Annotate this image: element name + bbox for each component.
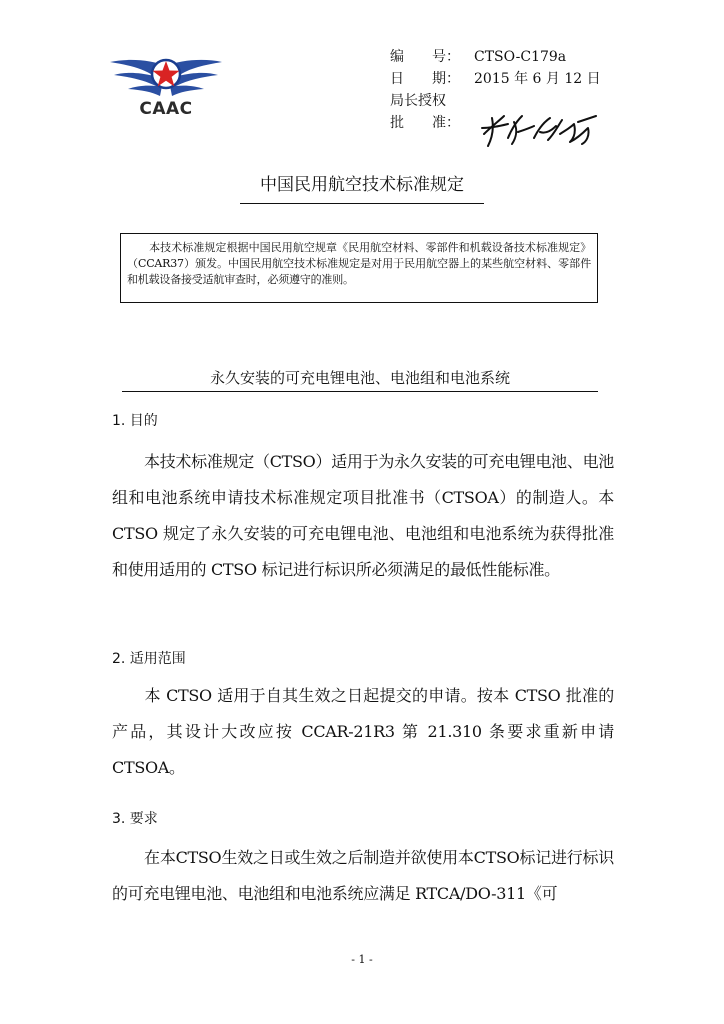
document-title: 中国民用航空技术标准规定 bbox=[260, 175, 464, 195]
logo-wordmark: CAAC bbox=[139, 99, 193, 119]
section-heading-purpose: 1. 目的 bbox=[112, 413, 158, 429]
section-body-scope bbox=[112, 678, 614, 786]
section-body-purpose bbox=[112, 444, 614, 588]
section-heading-requirements: 3. 要求 bbox=[112, 811, 158, 827]
section-text: 本技术标准规定（CTSO）适用于为永久安装的可充电锂电池、电池组和电池系统申请技术标准规定项目批准书（CTSOA）的制造人。本 CTSO 规定了永久安装的可充电锂电池、电池组和电池系统为获得批准和使用适用的 CTSO 标记进行标识所必须满足的最低性能标准。 bbox=[112, 452, 614, 579]
standard-subtitle: 永久安装的可充电锂电池、电池组和电池系统 bbox=[209, 369, 510, 387]
approval-signature bbox=[478, 108, 600, 150]
title-underline bbox=[240, 203, 484, 204]
meta-label: 编 号： bbox=[390, 49, 460, 65]
meta-label: 批 准： bbox=[390, 115, 460, 131]
section-text: 本 CTSO 适用于自其生效之日起提交的申请。按本 CTSO 批准的产品，其设计大改应按 CCAR-21R3 第 21.310 条要求重新申请 CTSOA。 bbox=[112, 686, 614, 777]
section-text: 在本CTSO生效之日或生效之后制造并欲使用本CTSO标记进行标识的可充电锂电池、电池组和电池系统应满足 RTCA/DO-311《可 bbox=[112, 848, 614, 903]
section-body-requirements bbox=[112, 840, 614, 912]
meta-row-number bbox=[390, 46, 601, 68]
section-heading-scope: 2. 适用范围 bbox=[112, 651, 186, 667]
issuance-notice: 本技术标准规定根据中国民用航空规章《民用航空材料、零部件和机载设备技术标准规定》（CCAR37）颁发。中国民用航空技术标准规定是对用于民用航空器上的某些航空材料、零部件和机载设备接受适航审查时，必须遵守的准则。 bbox=[120, 233, 598, 303]
meta-row-date bbox=[390, 68, 601, 90]
signature-icon bbox=[478, 108, 600, 150]
page-number: - 1 - bbox=[351, 953, 373, 966]
subtitle-underline bbox=[122, 391, 598, 392]
caac-logo bbox=[108, 52, 224, 122]
meta-label: 局长授权 bbox=[390, 93, 446, 109]
meta-value-document-number: CTSO-C179a bbox=[474, 49, 567, 65]
meta-label: 日 期： bbox=[390, 71, 460, 87]
meta-value-date: 2015 年 6 月 12 日 bbox=[474, 71, 601, 87]
caac-emblem-icon bbox=[108, 52, 224, 122]
